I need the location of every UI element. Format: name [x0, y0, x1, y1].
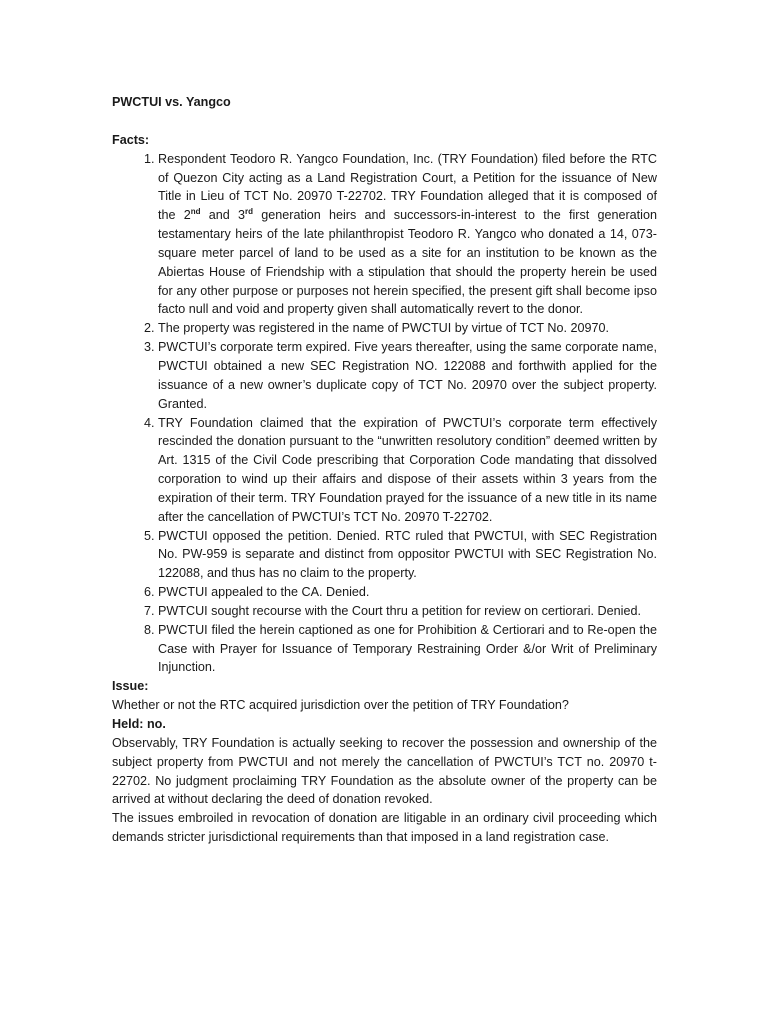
- fact-item-1: [158, 150, 657, 320]
- fact-1-text-b: and 3: [200, 208, 246, 223]
- fact-item-7: 7. PWTCUI sought recourse with the Court thru a petition for review on certiorari. Denied.: [158, 602, 657, 621]
- fact-1-text-c: generation heirs and successors-in-interest to the first generation testamentary heirs of the late philanthropist Teodoro R. Yangco who donated a 14, 073-square meter parcel of land to be used as a site for an institution to be known as the Abiertas House of Friendship with a stipulation that should the property herein be used for any other purpose or purposes not herein specified, the present gift shall become ipso facto null and void and property given shall automatically revert to the donor.: [158, 208, 657, 317]
- fact-1-sup-rd: rd: [245, 207, 254, 217]
- fact-item-8: 8. PWCTUI filed the herein captioned as one for Prohibition & Certiorari and to Re-open the Case with Prayer for Issuance of Temporary Restraining Order &/or Writ of Preliminary Injunction.: [158, 621, 657, 678]
- facts-heading: Facts:: [112, 132, 150, 147]
- fact-1-sup-nd: nd: [190, 207, 201, 217]
- fact-item-4: 4. TRY Foundation claimed that the expiration of PWCTUI’s corporate term effectively rescinded the donation pursuant to the “unwritten resolutory condition” deemed written by Art. 1315 of the Civil Code prescribing that Corporation Code mandating that dissolved corporation to wind up their affairs and dispose of their assets within 3 years from the expiration of their term. TRY Foundation prayed for the issuance of a new title in its name after the cancellation of PWCTUI’s TCT No. 20970 T-22702.: [158, 414, 657, 527]
- fact-item-5: 5. PWCTUI opposed the petition. Denied. RTC ruled that PWCTUI, with SEC Registration No. PW-959 is separate and distinct from oppositor PWCTUI with SEC Registration No. 122088, and thus has no claim to the property.: [158, 527, 657, 584]
- issue-heading: Issue:: [112, 679, 149, 694]
- fact-1-text-a: Respondent Teodoro R. Yangco Foundation, Inc. (TRY Foundation) filed before the RTC of Quezon City acting as a Land Registration Court, a Petition for the issuance of New Title in Lieu of TCT No. 20970 T-22702. TRY Foundation alleged that it is composed of the 2: [158, 151, 657, 223]
- fact-item-3: 3. PWCTUI’s corporate term expired. Five years thereafter, using the same corporate name, PWCTUI obtained a new SEC Registration NO. 122088 and forthwith applied for the issuance of a new owner’s duplicate copy of TCT No. 20970 over the subject property. Granted.: [158, 338, 657, 413]
- held-paragraph-2: The issues embroiled in revocation of donation are litigable in an ordinary civil proceeding which demands stricter jurisdictional requirements than that imposed in a land registration case.: [112, 811, 657, 845]
- document-page: [112, 93, 657, 847]
- held-paragraph-1: Observably, TRY Foundation is actually seeking to recover the possession and ownership of the subject property from PWCTUI and not merely the cancellation of PWCTUI’s TCT no. 20970 t-22702. No judgment proclaiming TRY Foundation as the absolute owner of the property can be arrived at without declaring the deed of donation revoked.: [112, 735, 657, 807]
- fact-item-2: 2. The property was registered in the name of PWCTUI by virtue of TCT No. 20970.: [158, 319, 657, 338]
- case-title: PWCTUI vs. Yangco: [112, 95, 231, 109]
- issue-text: Whether or not the RTC acquired jurisdiction over the petition of TRY Foundation?: [112, 698, 569, 713]
- facts-list: [112, 150, 657, 678]
- held-heading: Held: no.: [112, 717, 166, 731]
- fact-item-6: 6. PWCTUI appealed to the CA. Denied.: [158, 583, 657, 602]
